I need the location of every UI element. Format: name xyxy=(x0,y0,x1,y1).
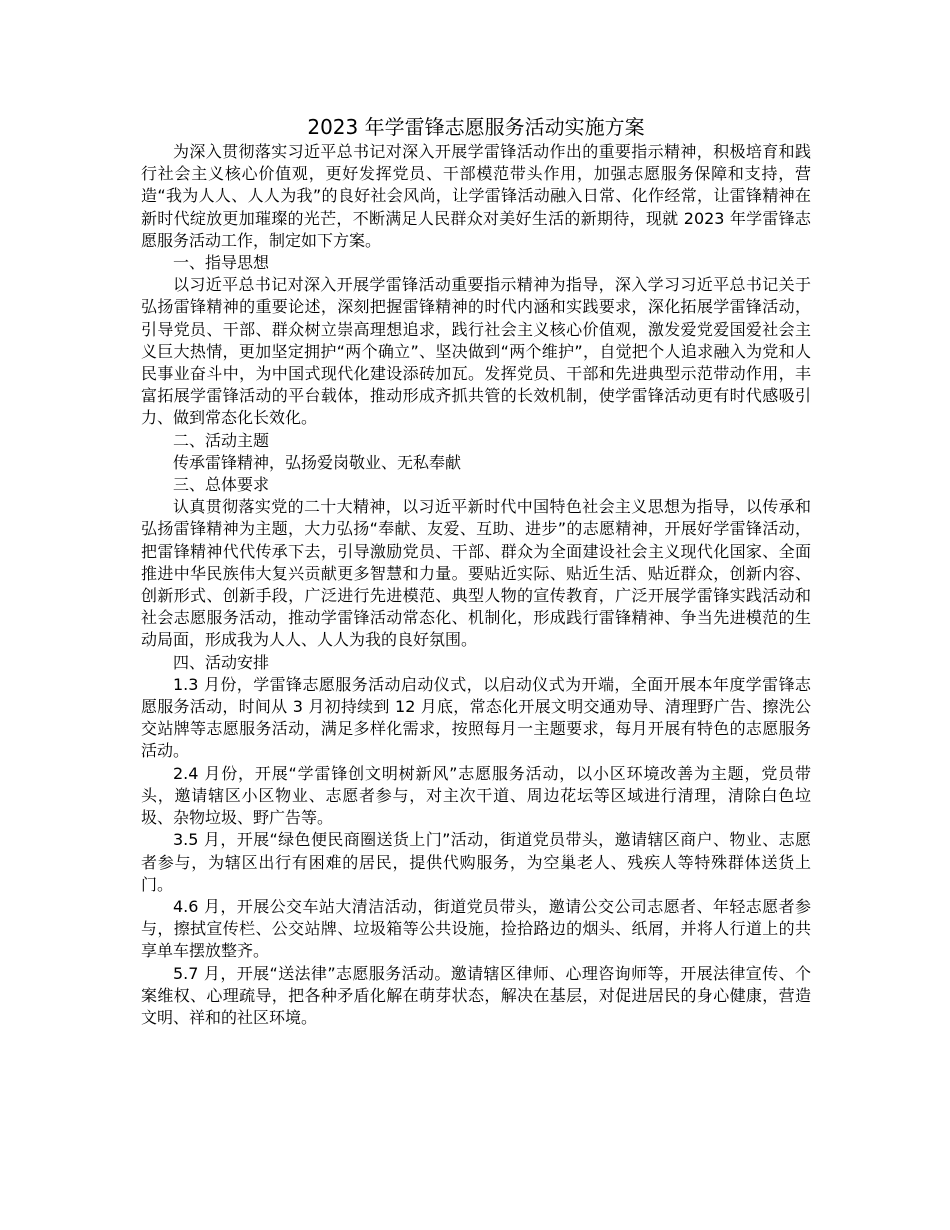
paragraph: 认真贯彻落实党的二十大精神，以习近平新时代中国特色社会主义思想为指导，以传承和弘扬雷锋精神为主题，大力弘扬“奉献、友爱、互助、进步”的志愿精神，开展好学雷锋活动，把雷锋精神代代传承下去，引导激励党员、干部、群众为全面建设社会主义现代化国家、全面推进中华民族伟大复兴贡献更多智慧和力量。要贴近实际、贴近生活、贴近群众，创新内容、创新形式、创新手段，广泛进行先进模范、典型人物的宣传教育，广泛开展学雷锋实践活动和社会志愿服务活动，推动学雷锋活动常态化、机制化，形成践行雷锋精神、争当先进模范的生动局面，形成我为人人、人人为我的良好氛围。 xyxy=(141,497,811,650)
paragraph: 5.7 月，开展“送法律”志愿服务活动。邀请辖区律师、心理咨询师等，开展法律宣传、个案维权、心理疏导，把各种矛盾化解在萌芽状态，解决在基层，对促进居民的身心健康，营造文明、祥和的社区环境。 xyxy=(141,963,811,1027)
document-page xyxy=(141,113,811,1029)
document-title: 2023 年学雷锋志愿服务活动实施方案 xyxy=(307,115,645,139)
section-heading: 传承雷锋精神，弘扬爱岗敬业、无私奉献 xyxy=(173,452,462,472)
section-heading: 二、活动主题 xyxy=(173,430,270,450)
paragraph: 1.3 月份，学雷锋志愿服务活动启动仪式，以启动仪式为开端，全面开展本年度学雷锋志愿服务活动，时间从 3 月初持续到 12 月底，常态化开展文明交通劝导、清理野广告、擦洗公交站牌等志愿服务活动，满足多样化需求，按照每月一主题要求，每月开展有特色的志愿服务活动。 xyxy=(141,674,811,761)
section-heading: 三、总体要求 xyxy=(173,475,270,495)
document-body xyxy=(141,141,811,1029)
paragraph: 3.5 月，开展“绿色便民商圈送货上门”活动，街道党员带头，邀请辖区商户、物业、志愿者参与，为辖区出行有困难的居民，提供代购服务，为空巢老人、残疾人等特殊群体送货上门。 xyxy=(141,830,811,894)
paragraph: 为深入贯彻落实习近平总书记对深入开展学雷锋活动作出的重要指示精神，积极培育和践行社会主义核心价值观，更好发挥党员、干部模范带头作用，加强志愿服务保障和支持，营造“我为人人、人人为我”的良好社会风尚，让学雷锋活动融入日常、化作经常，让雷锋精神在新时代绽放更加璀璨的光芒，不断满足人民群众对美好生活的新期待，现就 2023 年学雷锋志愿服务活动工作，制定如下方案。 xyxy=(141,142,811,250)
paragraph: 2.4 月份，开展“学雷锋创文明树新风”志愿服务活动，以小区环境改善为主题，党员带头，邀请辖区小区物业、志愿者参与，对主次干道、周边花坛等区域进行清理，清除白色垃圾、杂物垃圾、野广告等。 xyxy=(141,763,811,828)
paragraph: 4.6 月，开展公交车站大清洁活动，街道党员带头，邀请公交公司志愿者、年轻志愿者参与，擦拭宣传栏、公交站牌、垃圾箱等公共设施，捡拾路边的烟头、纸屑，并将人行道上的共享单车摆放整齐。 xyxy=(141,896,811,961)
section-heading: 四、活动安排 xyxy=(173,652,270,672)
section-heading: 一、指导思想 xyxy=(173,253,270,273)
paragraph: 以习近平总书记对深入开展学雷锋活动重要指示精神为指导，深入学习习近平总书记关于弘扬雷锋精神的重要论述，深刻把握雷锋精神的时代内涵和实践要求，深化拓展学雷锋活动，引导党员、干部、群众树立崇高理想追求，践行社会主义核心价值观，激发爱党爱国爱社会主义巨大热情，更加坚定拥护“两个确立”、坚决做到“两个维护”，自觉把个人追求融入为党和人民事业奋斗中，为中国式现代化建设添砖加瓦。发挥党员、干部和先进典型示范带动作用，丰富拓展学雷锋活动的平台载体，推动形成齐抓共管的长效机制，使学雷锋活动更有时代感吸引力、做到常态化长效化。 xyxy=(141,275,811,428)
